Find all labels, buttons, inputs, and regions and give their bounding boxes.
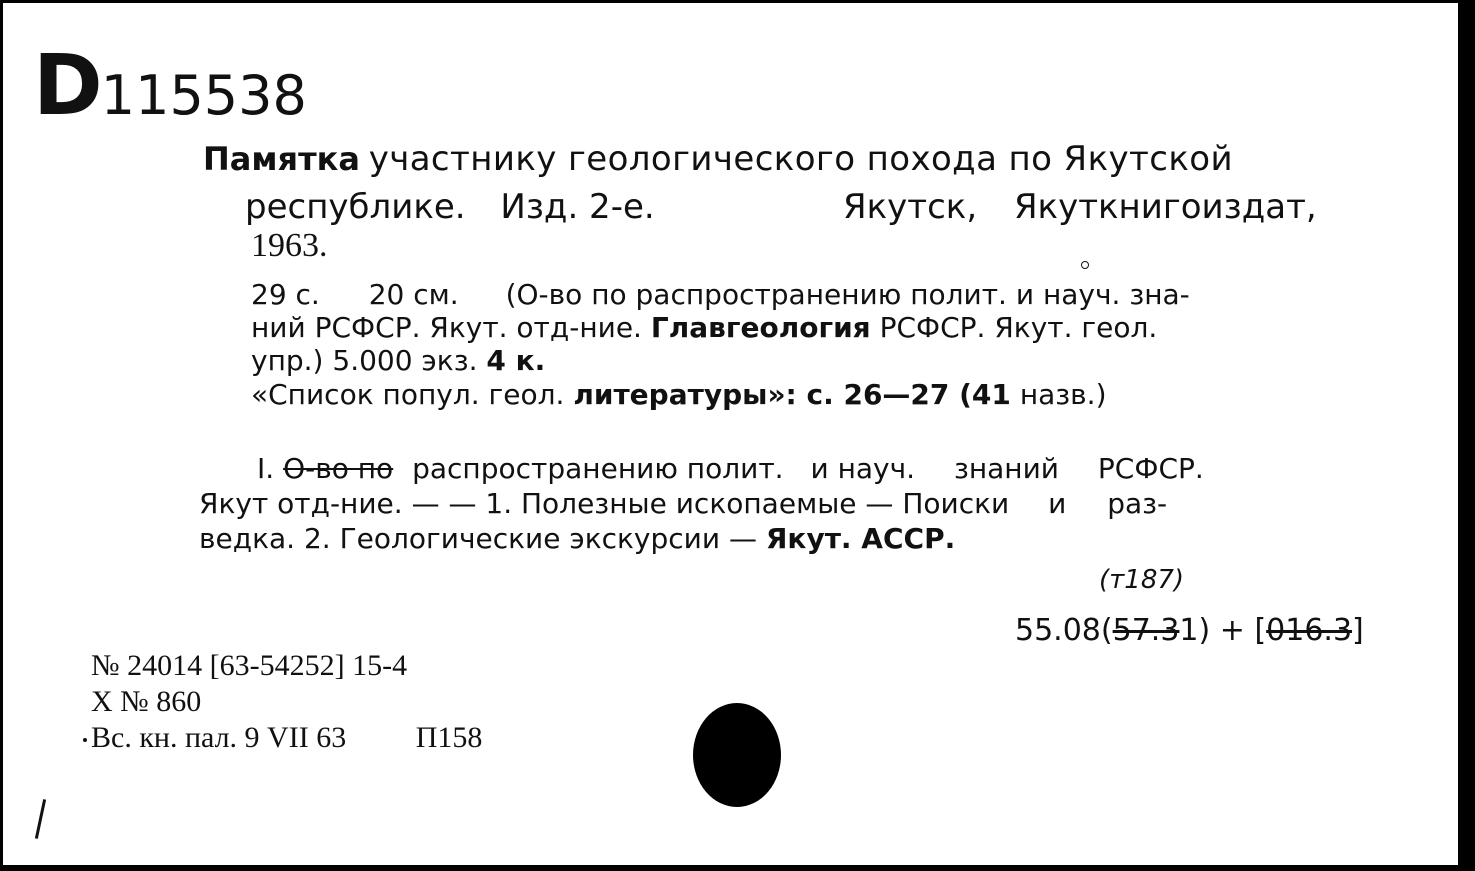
subject-yakut-assr: Якут. АССР. (765, 522, 956, 555)
desc-line-2 (251, 311, 1158, 344)
subject-dissemination: распространению полит. (412, 452, 784, 485)
footer-code: П158 (415, 721, 483, 754)
title-republic: республике. (245, 187, 466, 227)
subject-knowledge: знаний (953, 452, 1060, 485)
subject-and-2: и (1048, 487, 1067, 520)
title-bold-word: Памятка (203, 140, 360, 178)
title-edition: Изд. 2-е. (500, 187, 655, 227)
subject-science: науч. (837, 452, 916, 485)
desc-bibliography: «Список попул. геол. (251, 378, 565, 411)
title-line-2 (245, 187, 655, 227)
title-year: 1963. (251, 227, 328, 264)
subject-rsfsr: РСФСР. (1097, 452, 1204, 485)
desc-society: ний РСФСР. Якут. отд-ние. (251, 311, 642, 344)
footer-line-2: Х № 860 (91, 685, 202, 718)
stray-mark (35, 799, 46, 839)
stray-circle (1081, 261, 1089, 269)
footer-line-3 (91, 721, 482, 755)
desc-price: 4 к. (486, 344, 546, 377)
footer-chamber: Вс. кн. пал. 9 VII 63 (91, 721, 347, 754)
title-city: Якутск, (843, 187, 978, 227)
catalog-card (3, 3, 1464, 865)
desc-pages: 29 с. (251, 278, 320, 311)
class-bracket-close: ] (1352, 613, 1364, 648)
footer-line-1: № 24014 [63-54252] 15-4 (91, 649, 408, 682)
desc-series: (О-во по распространению полит. и науч. зна- (505, 278, 1190, 311)
desc-line-4 (251, 378, 1107, 411)
card-number (33, 36, 307, 134)
desc-print-run: упр.) 5.000 экз. (251, 344, 478, 377)
stray-dot (83, 738, 87, 742)
subject-exploration: раз- (1107, 487, 1168, 520)
subject-minerals: Якут отд-ние. — — 1. Полезные ископаемые — Поиски (199, 487, 1010, 520)
class-code-main: 55.08 (1015, 613, 1101, 648)
subjects-line-3 (199, 522, 956, 555)
desc-size: 20 см. (368, 278, 459, 311)
desc-count: назв.) (1019, 378, 1107, 411)
title-rest: участнику геологического похода по Якутской (368, 139, 1233, 179)
card-number-prefix: D (33, 36, 101, 134)
classification-code (1015, 613, 1364, 648)
punch-hole (693, 703, 781, 807)
subjects-line-1 (257, 452, 1204, 485)
class-code-rest: 1) (1179, 613, 1211, 648)
title-publisher: Якуткнигоиздат, (1013, 187, 1317, 227)
class-paren-open: ( (1100, 613, 1113, 648)
title-line-1 (203, 139, 1233, 179)
desc-line-3 (251, 344, 546, 377)
class-code-struck-1: 57.3 (1112, 613, 1180, 648)
handwritten-class: (т187) (1099, 565, 1185, 595)
subjects-line-2 (199, 487, 1168, 520)
title-place (843, 187, 1317, 227)
subject-excursions: ведка. 2. Геологические экскурсии — (199, 522, 757, 555)
class-plus: + (1219, 613, 1245, 648)
desc-line-1 (251, 278, 1190, 311)
subject-and: и (810, 452, 829, 485)
subject-struck: О-во по (283, 452, 394, 485)
subject-roman: I. (257, 452, 275, 485)
desc-pages-range: литературы»: с. 26—27 (41 (573, 378, 1011, 411)
desc-glavgeologia: Главгеология (650, 311, 871, 344)
class-bracket-open: [ (1254, 613, 1267, 648)
card-number-digits: 115538 (100, 64, 307, 127)
desc-rsfsr: РСФСР. Якут. геол. (879, 311, 1158, 344)
class-code-struck-2: 016.3 (1266, 613, 1353, 648)
